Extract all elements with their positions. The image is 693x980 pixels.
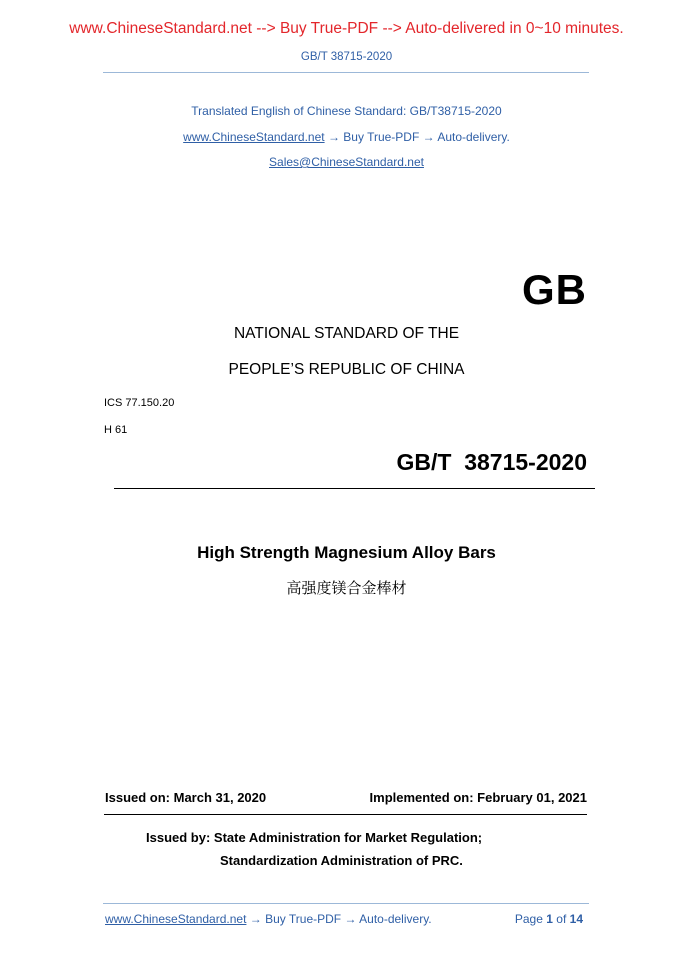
auto-delivery-text: Auto-delivery. [437, 130, 510, 144]
translation-note-line1: Translated English of Chinese Standard: GB/T38715-2020 [191, 104, 502, 118]
arrow-icon: → [327, 130, 340, 144]
page-of: of [556, 912, 567, 926]
implemented-on: Implemented on: February 01, 2021 [369, 790, 587, 805]
arrow-icon: → [344, 912, 357, 926]
footer-divider [103, 903, 589, 904]
dates-divider [104, 814, 587, 815]
arrow-icon: → [422, 130, 435, 144]
footer-buy-text: Buy True-PDF [265, 912, 342, 926]
classification-code: H 61 [104, 424, 128, 436]
footer-links [105, 912, 432, 926]
top-banner[interactable] [0, 20, 693, 38]
ics-code: ICS 77.150.20 [104, 397, 175, 409]
banner-text[interactable]: www.ChineseStandard.net --> Buy True-PDF --> Auto-delivered in 0~10 minutes. [69, 20, 624, 37]
gb-logo: GB [522, 266, 587, 313]
header-divider [103, 72, 589, 73]
email-link[interactable]: Sales@ChineseStandard.net [269, 155, 424, 169]
issued-on: Issued on: March 31, 2020 [105, 790, 267, 805]
arrow-icon: → [249, 912, 262, 926]
standard-number: GB/T 38715-2020 [396, 449, 587, 475]
buy-pdf-text: Buy True-PDF [343, 130, 420, 144]
email-line [0, 155, 693, 169]
issued-by-line1: Issued by: State Administration for Market Regulation; [146, 830, 483, 845]
title-chinese: 高强度镁合金棒材 [286, 579, 407, 597]
page-total: 14 [569, 912, 583, 926]
footer-site-link[interactable]: www.ChineseStandard.net [105, 912, 247, 926]
page-indicator [515, 912, 583, 926]
page-label: Page [514, 912, 543, 926]
national-standard-line2: PEOPLE’S REPUBLIC OF CHINA [228, 361, 465, 378]
translation-note-line2 [0, 130, 693, 144]
title-english: High Strength Magnesium Alloy Bars [197, 543, 496, 562]
standard-number-divider [114, 488, 595, 489]
issued-by-line2: Standardization Administration of PRC. [220, 853, 463, 868]
header-code: GB/T 38715-2020 [300, 51, 393, 63]
site-link[interactable]: www.ChineseStandard.net [183, 130, 325, 144]
page-current: 1 [546, 912, 553, 926]
national-standard-line1: NATIONAL STANDARD OF THE [233, 325, 460, 342]
footer-delivery-text: Auto-delivery. [359, 912, 432, 926]
